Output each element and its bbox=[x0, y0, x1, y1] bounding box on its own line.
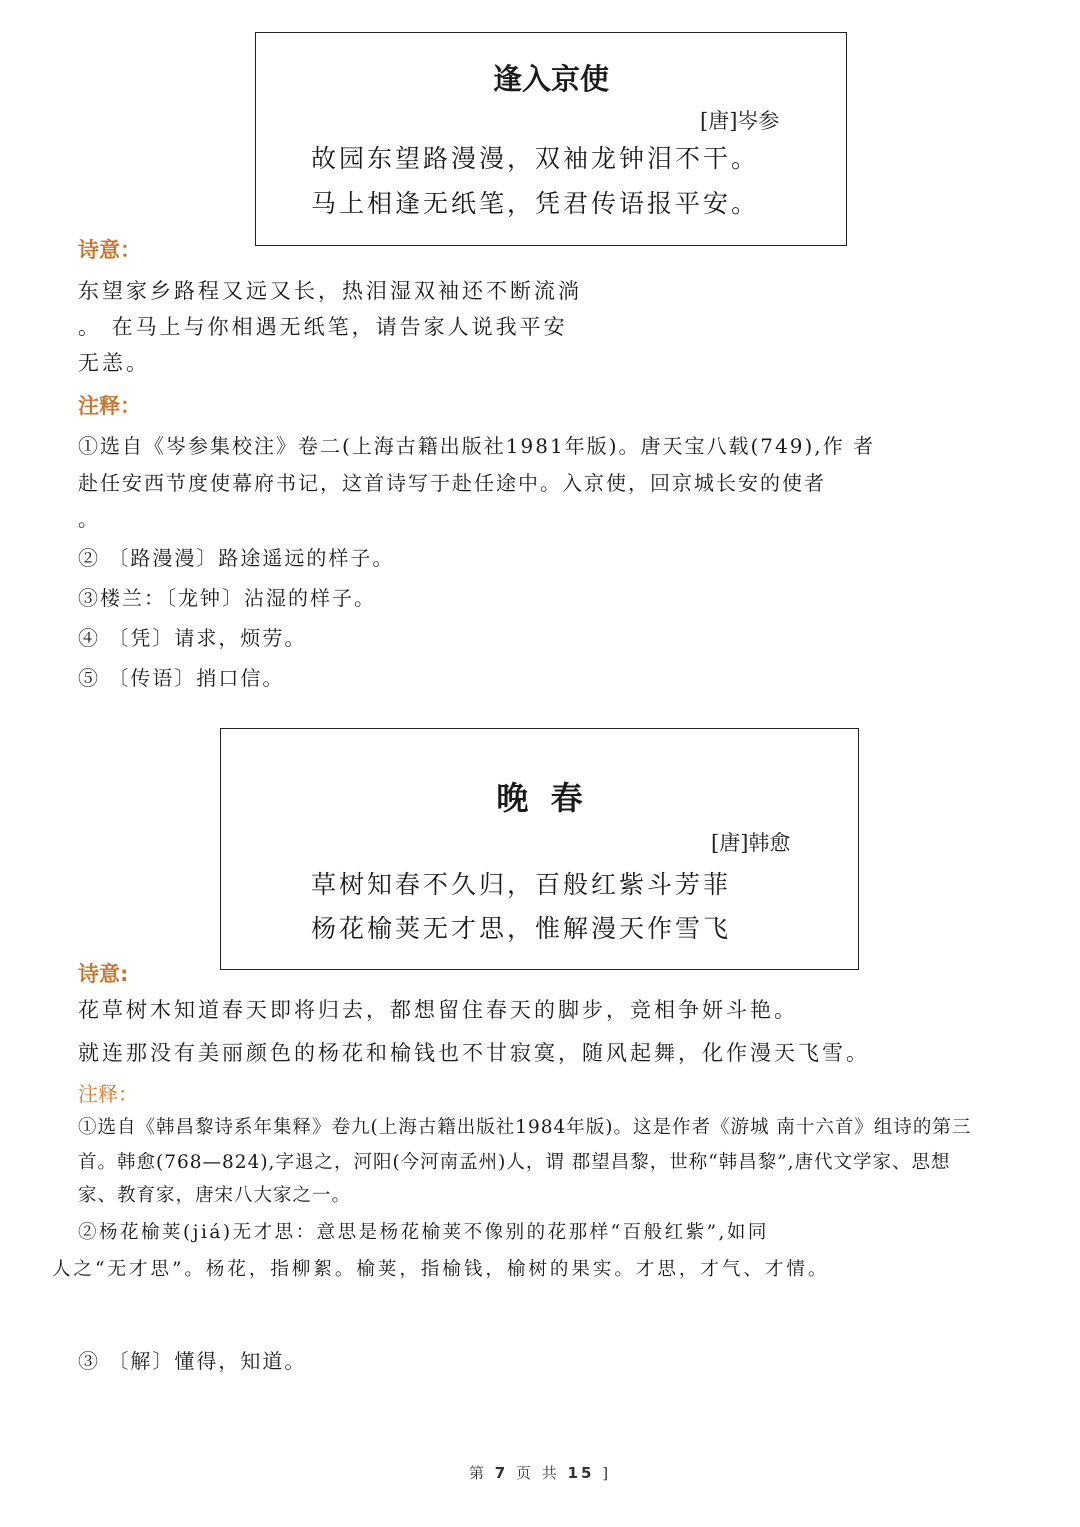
poem1-note-line: ①选自《岑参集校注》卷二(上海古籍出版社1981年版)。唐天宝八载(749),作 者 bbox=[78, 434, 875, 458]
poem1-meaning-label: 诗意： bbox=[78, 238, 141, 262]
footer-prefix: 第 bbox=[468, 1464, 487, 1482]
poem2-note-line: ③ 〔解〕懂得，知道。 bbox=[78, 1349, 307, 1373]
poem2-box bbox=[220, 728, 859, 970]
poem1-meaning-line: 东望家乡路程又远又长，热泪湿双袖还不断流淌 bbox=[78, 279, 582, 303]
poem1-author: [唐]岑参 bbox=[700, 109, 780, 133]
poem2-note-line: ①选自《韩昌黎诗系年集释》卷九(上海古籍出版社1984年版)。这是作者《游城 南十六首》组诗的第三 bbox=[78, 1117, 972, 1138]
poem2-note-line: ②杨花榆荚(jiá)无才思：意思是杨花榆荚不像别的花那样“百般红紫”,如同 bbox=[78, 1222, 769, 1243]
footer-page-total: 15 bbox=[567, 1464, 595, 1482]
poem2-meaning-line: 就连那没有美丽颜色的杨花和榆钱也不甘寂寞，随风起舞，化作漫天飞雪。 bbox=[78, 1041, 870, 1065]
poem1-line: 马上相逢无纸笔，凭君传语报平安。 bbox=[311, 189, 760, 218]
poem2-title: 晚 春 bbox=[496, 779, 583, 817]
poem2-notes-label: 注释： bbox=[78, 1082, 138, 1106]
page-footer bbox=[0, 1462, 1080, 1483]
poem2-line: 草树知春不久归，百般红紫斗芳菲 bbox=[311, 870, 732, 899]
footer-suffix: ] bbox=[602, 1464, 612, 1482]
poem1-note-line: ④ 〔凭〕请求，烦劳。 bbox=[78, 626, 307, 650]
poem1-note-line: 赴任安西节度使幕府书记，这首诗写于赴任途中。入京使，回京城长安的使者 bbox=[78, 471, 826, 495]
poem1-note-line: 。 bbox=[78, 507, 100, 531]
poem1-note-line: ② 〔路漫漫〕路途遥远的样子。 bbox=[78, 546, 395, 570]
footer-page-number: 7 bbox=[494, 1464, 509, 1482]
footer-middle: 页 共 bbox=[515, 1464, 560, 1482]
poem1-notes-label: 注释： bbox=[78, 394, 141, 418]
poem2-note-line: 人之“无才思”。杨花，指柳絮。榆荚，指榆钱，榆树的果实。才思，才气、才情。 bbox=[52, 1259, 830, 1280]
poem1-box bbox=[255, 32, 847, 246]
poem2-meaning-line: 花草树木知道春天即将归去，都想留住春天的脚步，竞相争妍斗艳。 bbox=[78, 998, 798, 1022]
poem2-line: 杨花榆荚无才思，惟解漫天作雪飞 bbox=[311, 914, 732, 943]
poem2-meaning-label: 诗意: bbox=[78, 962, 129, 986]
poem1-note-line: ⑤ 〔传语〕捎口信。 bbox=[78, 666, 285, 690]
poem1-meaning-line: 无恙。 bbox=[78, 351, 150, 375]
poem1-line: 故园东望路漫漫，双袖龙钟泪不干。 bbox=[311, 144, 760, 173]
poem2-author: [唐]韩愈 bbox=[711, 831, 791, 855]
poem2-note-line: 家、教育家，唐宋八大家之一。 bbox=[78, 1185, 352, 1206]
poem1-note-line: ③楼兰：〔龙钟〕沾湿的样子。 bbox=[78, 586, 376, 610]
poem2-note-line: 首。韩愈(768—824),字退之，河阳(今河南孟州)人，谓 郡望昌黎，世称“韩昌黎”,唐代文学家、思想 bbox=[78, 1152, 951, 1173]
poem1-meaning-line: 。 在马上与你相遇无纸笔，请告家人说我平安 bbox=[78, 315, 568, 339]
poem1-title: 逢入京使 bbox=[492, 62, 609, 96]
